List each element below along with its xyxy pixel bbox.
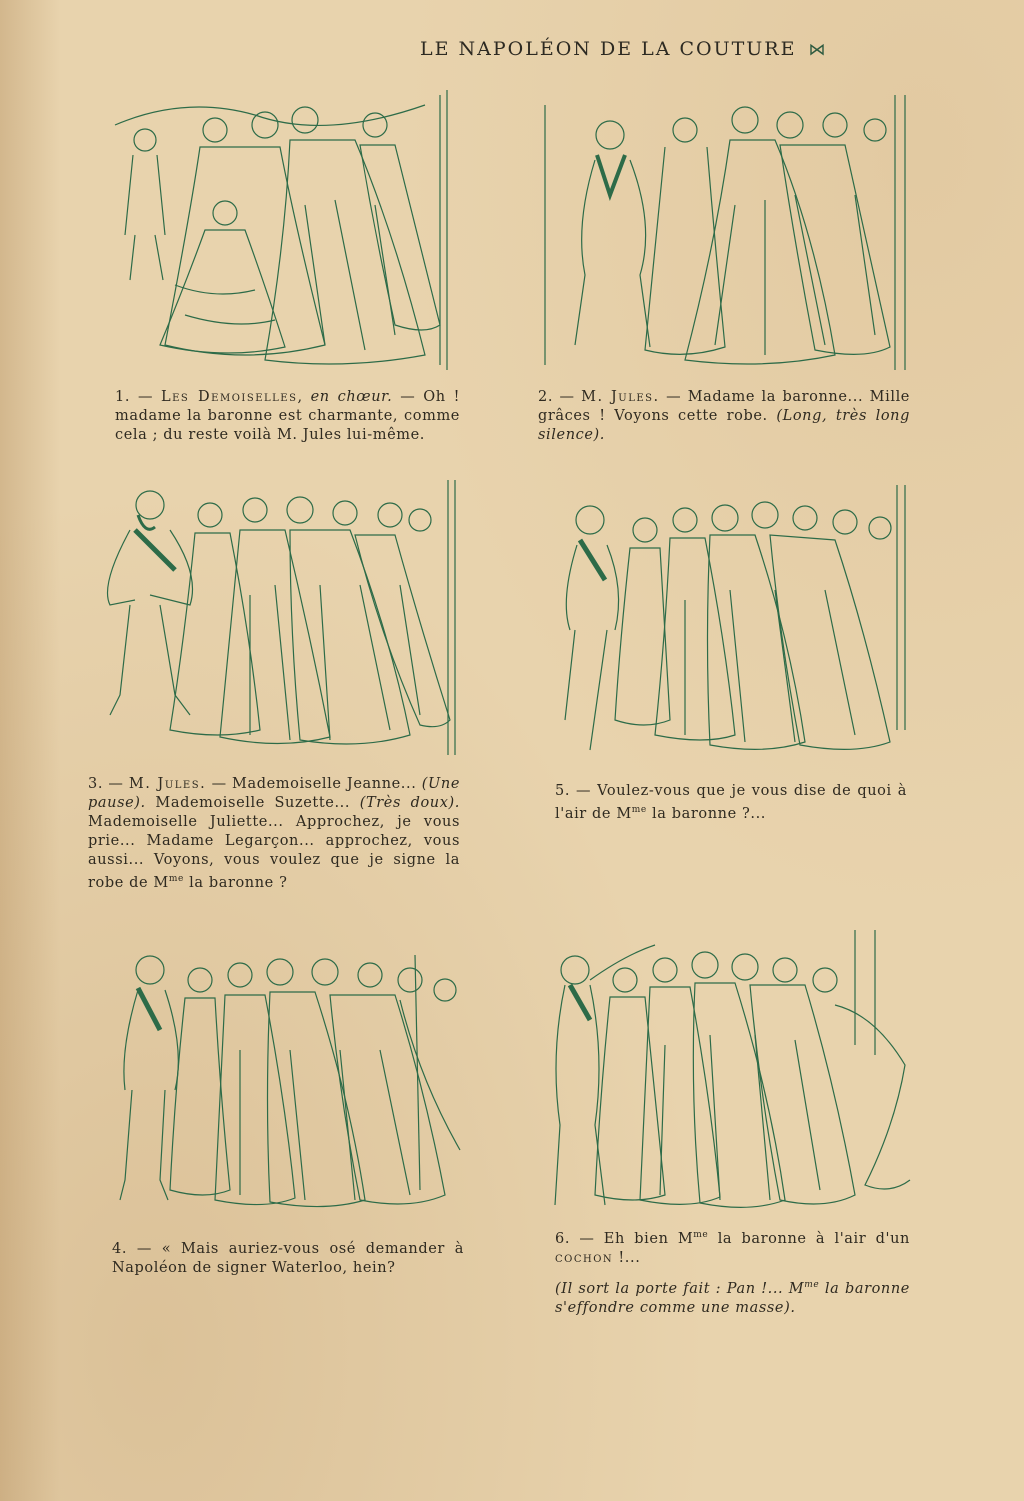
illustration-panel-1 [95,85,465,375]
illustration-panel-4 [90,950,470,1220]
caption-3-speaker: M. Jules. [128,776,207,792]
caption-6-note-2: la baronne s'effondre comme une masse). [555,1280,910,1316]
caption-2 [538,388,910,445]
caption-3-direction-1: (Une pause). [88,776,460,811]
caption-6-note-1: (Il sort la porte fait : Pan !... M [555,1280,805,1297]
caption-6 [555,1226,910,1318]
caption-1: 1. — Les Demoiselles, en chœur. — Oh ! madame la baronne est charmante, comme cela ; du reste voilà M. Jules lui-même. [115,389,461,443]
caption-3-text-4: la baronne ? [183,874,288,891]
caption-1-text: — Oh ! madame la baronne est charmante, comme cela ; du reste voilà M. Jules lui-même. [115,389,461,443]
caption-6-sup: me [693,1230,709,1240]
illustration-2-drawing [535,85,915,375]
caption-3-direction-2: (Très doux). [359,795,460,811]
illustration-panel-6 [535,925,915,1220]
illustration-5-drawing [535,480,915,765]
caption-3-text-2: Mademoiselle Suzette... [155,795,351,811]
illustration-6-drawing [535,925,915,1220]
caption-1-speaker: Les Demoiselles [160,389,298,405]
ornament-icon: ⋈ [808,40,828,60]
running-head [420,38,880,66]
caption-5-text-1: 5. — Voulez-vous que je vous dise de quoi à l'air de M [555,783,907,822]
illustration-3-drawing [90,475,465,760]
caption-6-text-1: 6. — Eh bien M [555,1230,694,1247]
caption-5 [555,782,907,824]
caption-6-smallcaps: cochon [555,1249,614,1266]
caption-6-text-2: la baronne à l'air d'un [708,1230,910,1247]
caption-2-number: 2. — [538,389,575,405]
illustration-1-drawing [95,85,465,375]
caption-1-number: 1. — [115,389,154,405]
caption-2-speaker: M. Jules. [581,389,660,405]
caption-6-note-sup: me [804,1279,820,1290]
caption-3-number: 3. — [88,776,124,792]
caption-3 [88,775,460,893]
caption-2-direction: (Long, très long silence). [538,408,910,443]
illustration-panel-3 [90,475,465,760]
caption-3-sup: me [168,874,184,884]
illustration-4-drawing [90,950,470,1220]
caption-6-note [555,1276,910,1318]
caption-3-text-1: — Mademoiselle Jeanne... [211,776,417,792]
caption-4 [112,1240,464,1278]
page-header-title: LE NAPOLÉON DE LA COUTURE [420,38,797,60]
caption-6-text-3: !... [613,1249,641,1266]
caption-6-main [555,1226,910,1268]
illustration-panel-5 [535,480,915,765]
illustration-panel-2 [535,85,915,375]
caption-5-text-2: la baronne ?... [646,805,766,822]
caption-5-sup: me [631,805,647,815]
caption-2-text: — Madame la baronne... Mille grâces ! Voyons cette robe. [538,389,910,424]
caption-4-text: 4. — « Mais auriez-vous osé demander à Napoléon de signer Waterloo, hein? [112,1241,464,1276]
caption-3-text-3: Mademoiselle Juliette... Approchez, je vous prie... Madame Legarçon... approchez, vous aussi... Voyons, vous voulez que je signe la robe de M [88,814,460,891]
caption-1-direction: en chœur. [310,389,393,405]
